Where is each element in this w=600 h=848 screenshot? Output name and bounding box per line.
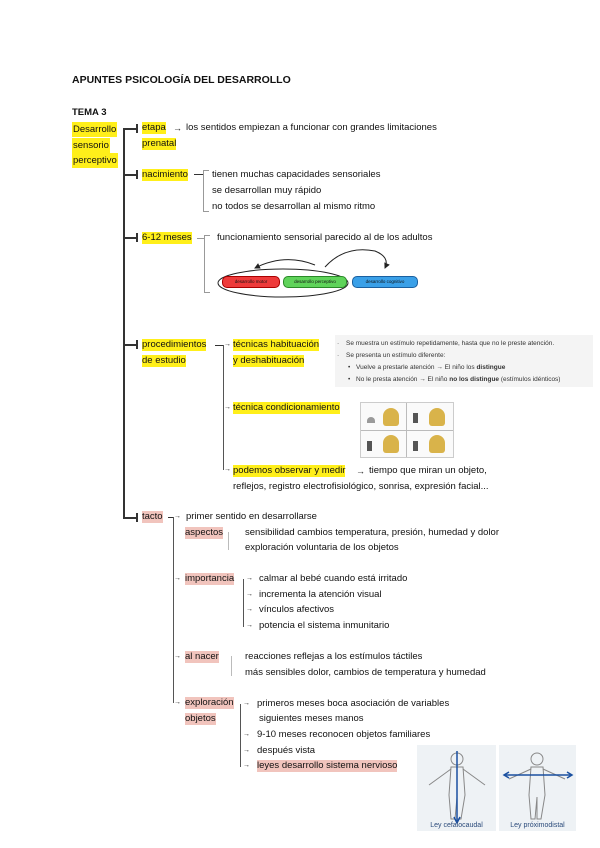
aspectos-item: exploración voluntaria de los objetos (245, 542, 399, 553)
aspectos-item: sensibilidad cambios temperatura, presión, humedad y dolor (245, 527, 499, 538)
alnacer-item: más sensibles dolor, cambios de temperatura y humedad (245, 667, 486, 678)
nacimiento-label: nacimiento (142, 169, 188, 180)
meses-bracket-bottom (204, 292, 210, 293)
connector-etapa (123, 128, 137, 130)
habituacion-label-line2: y deshabituación (233, 355, 305, 366)
habituation-sub-bullet-2: No le presta atención → El niño no los distingue (estímulos idénticos) (356, 376, 561, 383)
exploracion-label-line1: exploración (185, 697, 234, 708)
procedimientos-label-line2: de estudio (142, 355, 186, 366)
sub-bullet-icon: • (348, 364, 351, 371)
importancia-item: calmar al bebé cuando está irritado (259, 573, 408, 584)
nacimiento-item: tienen muchas capacidades sensoriales (212, 169, 381, 180)
etapa-label-line1: etapa (142, 122, 166, 133)
arrow-right-icon: → (246, 606, 253, 613)
observar-text-line2: reflejos, registro electrofisiológico, sonrisa, expresión facial... (233, 481, 489, 492)
connector-tacto (123, 517, 137, 519)
sub-bullet-icon: • (348, 376, 351, 383)
arrow-right-icon: → (224, 466, 231, 473)
connector-nacimiento (123, 174, 137, 176)
meses-bracket (204, 235, 205, 293)
diagram-node-perceptivo: desarrollo perceptivo (283, 276, 347, 288)
proximodistal-image (499, 745, 576, 831)
arrow-right-icon: → (243, 747, 250, 754)
arrow-right-icon: → (246, 622, 253, 629)
bullet-icon: · (337, 340, 340, 347)
exploracion-bracket (240, 704, 241, 767)
condicionamiento-label: técnica condicionamiento (233, 402, 340, 413)
proximodistal-caption: Ley próximodistal (510, 822, 565, 829)
arrow-right-icon: → (174, 653, 181, 660)
etapa-text: los sentidos empiezan a funcionar con grandes limitaciones (186, 122, 437, 133)
development-diagram (215, 243, 425, 298)
tacto-bracket (173, 517, 174, 703)
tema-heading: TEMA 3 (72, 107, 107, 118)
procedimientos-label-line1: procedimientos (142, 339, 207, 350)
habituation-bullet: Se presenta un estímulo diferente: (346, 352, 446, 359)
exploracion-label-line2: objetos (185, 713, 216, 724)
tacto-primer: primer sentido en desarrollarse (186, 511, 317, 522)
habituation-bullet: Se muestra un estímulo repetidamente, hasta que no le preste atención. (346, 340, 555, 347)
alnacer-label: al nacer (185, 651, 219, 662)
alnacer-item: reacciones reflejas a los estímulos táctiles (245, 651, 423, 662)
importancia-item: vínculos afectivos (259, 604, 334, 615)
importancia-label: importancia (185, 573, 235, 584)
nacimiento-item: no todos se desarrollan al mismo ritmo (212, 201, 376, 212)
tick-tacto (136, 513, 138, 522)
root-label-line2: sensorio (73, 140, 109, 151)
aspectos-bracket (228, 532, 229, 550)
importancia-bracket (243, 579, 244, 627)
observar-label: podemos observar y medir (233, 465, 346, 476)
tacto-label: tacto (142, 511, 163, 522)
main-bracket-line (123, 128, 125, 518)
arrow-right-icon: → (243, 700, 250, 707)
arrow-right-icon: → (246, 575, 253, 582)
observar-text-line1: tiempo que miran un objeto, (369, 465, 487, 476)
arrow-right-icon: → (356, 466, 365, 476)
etapa-label-line2: prenatal (142, 138, 177, 149)
habituation-sub-bullet-1: Vuelve a prestarle atención → El niño los distingue (356, 364, 506, 371)
tick-nacimiento (136, 170, 138, 179)
meses-label: 6-12 meses (142, 232, 192, 243)
tick-meses (136, 233, 138, 242)
arrow-right-icon: → (174, 575, 181, 582)
diagram-node-motor: desarrollo motor (222, 276, 280, 288)
meses-text: funcionamiento sensorial parecido al de los adultos (217, 232, 433, 243)
nacimiento-item: se desarrollan muy rápido (212, 185, 322, 196)
exploracion-item-highlight: leyes desarrollo sistema nervioso (257, 760, 398, 771)
arrow-right-icon: → (174, 699, 181, 706)
cefalocaudal-caption: Ley cefalocaudal (430, 822, 483, 829)
arrow-right-icon: → (246, 591, 253, 598)
importancia-item: potencia el sistema inmunitario (259, 620, 390, 631)
bullet-icon: · (337, 352, 340, 359)
root-label-line3: perceptivo (73, 155, 117, 166)
exploracion-item: siguientes meses manos (259, 713, 364, 724)
connector-meses (123, 237, 137, 239)
meses-bracket-top (204, 235, 210, 236)
exploracion-item: primeros meses boca asociación de variables (257, 698, 450, 709)
habituacion-label-line1: técnicas habituación (233, 339, 320, 350)
arrow-right-icon: → (173, 123, 182, 133)
exploracion-item: después vista (257, 745, 316, 756)
connector-procedimientos (123, 344, 137, 346)
root-label-line1: Desarrollo (73, 124, 117, 135)
arrow-right-icon: → (224, 404, 231, 411)
aspectos-label: aspectos (185, 527, 224, 538)
nacimiento-bracket (203, 170, 204, 212)
page-title: APUNTES PSICOLOGÍA DEL DESARROLLO (72, 74, 291, 86)
conditioning-image (360, 402, 454, 458)
alnacer-bracket (231, 656, 232, 676)
arrow-right-icon: → (224, 341, 231, 348)
arrow-right-icon: → (243, 731, 250, 738)
nacimiento-bracket-top (203, 170, 209, 171)
importancia-item: incrementa la atención visual (259, 589, 382, 600)
diagram-node-cognitivo: desarrollo cognitivo (352, 276, 418, 288)
cefalocaudal-image (417, 745, 496, 831)
tick-procedimientos (136, 340, 138, 349)
arrow-right-icon: → (174, 513, 181, 520)
arrow-right-icon: → (243, 762, 250, 769)
exploracion-item: 9-10 meses reconocen objetos familiares (257, 729, 431, 740)
nacimiento-bracket-bottom (203, 211, 209, 212)
tick-etapa (136, 124, 138, 133)
